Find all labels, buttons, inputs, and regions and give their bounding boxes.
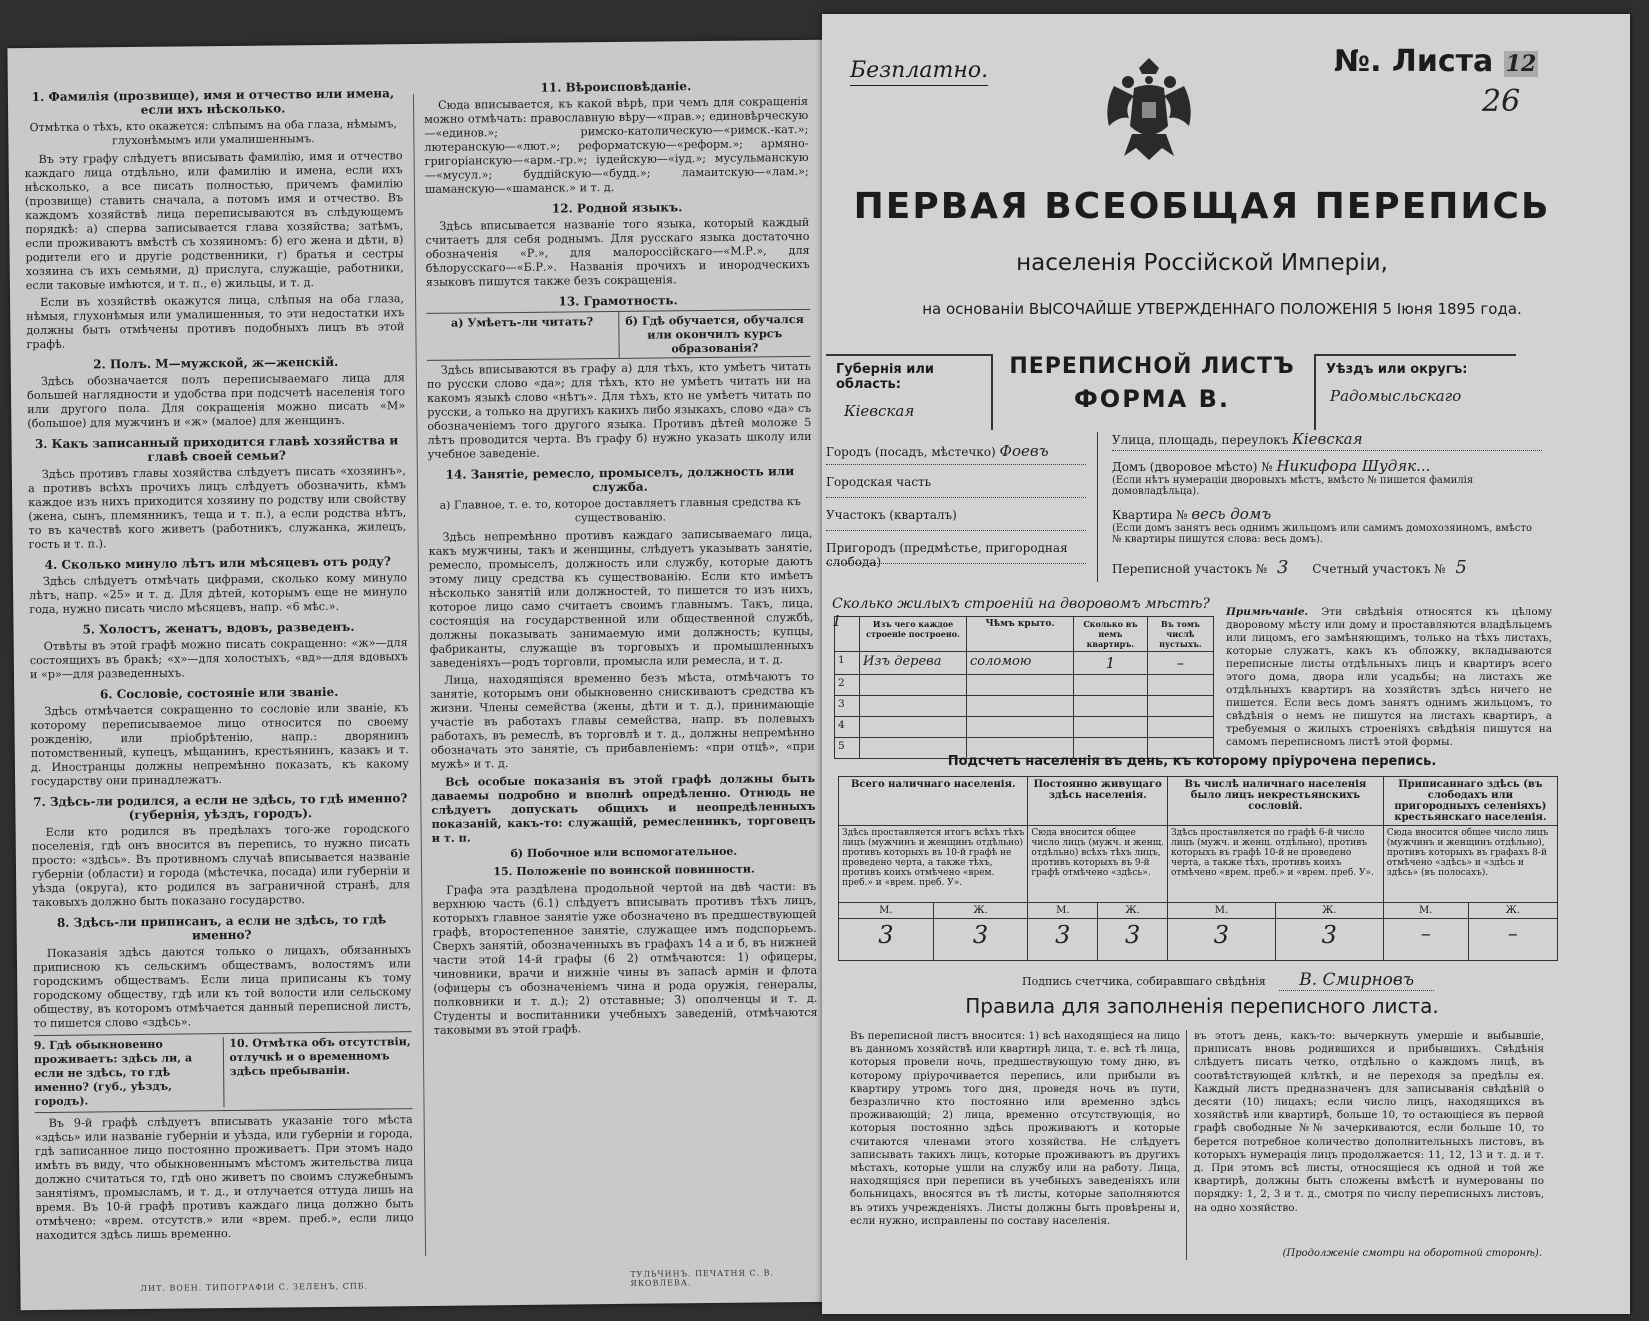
- note-text: Эти свѣдѣнія относятся къ цѣлому дворовому мѣсту или дому и проставляются владѣльцемъ или лицомъ, его замѣняющимъ, только на тѣхъ листахъ, которые служатъ, какъ къ обложку, вкладываются переписные листы отдѣльныхъ лицъ и квартиръ всего этого дома, двора или усадьбы; на листахъ же отдѣльныхъ квартиръ на хозяйствъ здѣсь ничего не пишется. Если весь домъ занятъ однимъ жильцомъ, то свѣдѣнія о немъ не пишутся на листахъ квартиръ, а требуемыя о жилыхъ строеніяхъ свѣдѣнія пишутся на самомъ переписномъ листѣ этой формы.: [1226, 606, 1552, 748]
- section-13b: б) Гдѣ обучается, обучался или окончилъ курсъ образованія?: [625, 311, 804, 356]
- section-1-title: 1. Фамилія (прозвище), имя и отчество или имена, если ихъ нѣсколько.: [31, 86, 395, 117]
- bld-row-number: 4: [835, 717, 860, 738]
- count-permanent-m: 3: [1028, 919, 1098, 961]
- section-5-title: 5. Холостъ, женатъ, вдовъ, разведенъ.: [82, 619, 355, 637]
- apartment-value: весь домъ: [1191, 505, 1272, 523]
- count-permanent-f: 3: [1098, 919, 1168, 961]
- left-column-2: [424, 72, 820, 1256]
- count-peasant-f: –: [1468, 919, 1557, 961]
- right-page: [822, 14, 1630, 1314]
- section-8-title: 8. Здѣсь-ли приписанъ, а если не здѣсь, то гдѣ именно?: [56, 912, 387, 943]
- bld-row-number: 5: [835, 738, 860, 759]
- count-header-noncrest: Въ числѣ наличнаго населенія было лицъ некрестьянскихъ сословій.: [1168, 777, 1384, 826]
- section-4-text: Здѣсь слѣдуетъ отмѣчать цифрами, сколько кому минуло лѣтъ, напр. «25» и т. д. Для дѣтей, которымъ еще не минуло года, нужно писать число мѣсяцевъ, напр. «6 мѣс.».: [29, 571, 408, 617]
- section-8-text: Показанія здѣсь даются только о лицахъ, обязанныхъ приписною къ сельскимъ обществамъ, волостямъ или городскимъ обществамъ. Если лица приписаны къ тому городскому обществу, гдѣ или къ той волости или сельскому обществу, въ которомъ отмѣчается данный переписной листъ, то пишется слово «здѣсь».: [32, 943, 412, 1031]
- bld-header-empty: Въ томъ числѣ пустыхъ.: [1147, 617, 1213, 652]
- section-14-note: Всѣ особые показанія въ этой графѣ должны быть даваемы подробно и вполнѣ опредѣленно. Отнюдь не слѣдуетъ допускать общихъ и неопредѣленныхъ показаній, какъ-то: служащій, ремесленникъ, торговецъ и т. п.: [431, 770, 816, 845]
- count-desc-peasant: Сюда вносится общее число лицъ (мужчинъ и женщинъ отдѣльно), противъ которыхъ въ графахъ 8-й отмѣчено «здѣсь» и «здѣсь и здѣсь» (въ полосахъ).: [1383, 826, 1557, 903]
- note-title: Примѣчаніе.: [1226, 606, 1309, 618]
- district-label: Уѣздъ или округъ:: [1326, 362, 1468, 377]
- street-value: Кіевская: [1292, 430, 1363, 448]
- district-value: Радомысльскаго: [1330, 387, 1462, 405]
- section-12-title: 12. Родной языкъ.: [551, 200, 683, 216]
- address-right: [1112, 430, 1542, 578]
- count-table: [838, 776, 1558, 961]
- buildings-question: Сколько жилыхъ строеній на дворовомъ мѣстѣ?: [832, 596, 1210, 612]
- section-14-title: 14. Занятіе, ремесло, промыселъ, должность или служба.: [445, 464, 795, 495]
- counter-sector-label: Счетный участокъ №: [1312, 562, 1446, 576]
- count-total-f: 3: [933, 919, 1028, 961]
- table-row: [835, 717, 1214, 738]
- note-block: [1226, 606, 1552, 749]
- table-row: [835, 696, 1214, 717]
- count-peasant-m: –: [1383, 919, 1468, 961]
- form-letter: ФОРМА В.: [1073, 385, 1230, 413]
- bld-row-empty: –: [1147, 652, 1213, 675]
- bld-header-material: Изъ чего каждое строеніе построено.: [860, 617, 967, 652]
- section-6-text: Здѣсь отмѣчается сокращенно то сословіе или званіе, къ которому переписываемое лицо относится по своему рожденію, или пріобрѣтенію, напр.: дворянинъ потомственный, купецъ, мѣщанинъ, крестьянинъ, казакъ и т. д. Иностранцы должны непремѣнно показать, къ какому государству они принадлежатъ.: [30, 701, 409, 789]
- section-9-text: Въ 9-й графѣ слѣдуетъ вписывать указаніе того мѣста «здѣсь» или названіе губерніи и уѣзда, или губерніи и города, гдѣ записанное лицо постоянно проживаетъ. При этомъ надо имѣть въ виду, что обыкновеннымъ мѣстомъ жительства лица должно считаться то, гдѣ оно живетъ по своимъ служебнымъ занятіямъ, промысламъ, и т. д., и отлучается оттуда лишь на время. Въ 10-й графѣ противъ каждаго лица должно быть отмѣчено: «врем. отсутств.» или «врем. преб.», если лицо находится здѣсь лишь временно.: [34, 1113, 414, 1243]
- left-column-1: [24, 80, 414, 1264]
- sheet-number-value: 12: [1505, 51, 1537, 77]
- section-7-title: 7. Здѣсь-ли родился, а если не здѣсь, то гдѣ именно? (губернія, уѣздъ, городъ).: [33, 791, 408, 823]
- sheet-number-extra: 26: [1482, 84, 1521, 119]
- section-11-text: Сюда вписывается, къ какой вѣрѣ, при чемъ для сокращенія можно отмѣчать: православную вѣру—«прав.»; единовѣрческую—«единов.»; римско-католическую—«римск.-кат.»; лютеранскую—«лют.»; реформатскую—«реформ.»; армяно-григоріанскую—«арм.-гр.»; іудейскую—«іуд.»; мусульманскую—«мусул.»; буддійскую—«будд.»; ламаитскую—«лам.»; шаманскую—«шаманск.» и т. д.: [424, 94, 809, 196]
- house-label: Домъ (дворовое мѣсто) №: [1112, 460, 1273, 474]
- section-14-text: Здѣсь непремѣнно противъ каждаго записываемаго лица, какъ мужчины, такъ и женщины, слѣдуетъ указывать занятіе, ремесло, промыселъ, должность или службу, которые даютъ этому лицу средства къ существованію. Если кто имѣетъ нѣсколько занятій или должностей, то пишется то изъ нихъ, которое лицо само считаетъ своимъ главнымъ. Такъ, лица, состоящія на государственной или общественной службѣ, должны показывать занимаемую ими должность; купцы, фабриканты, служащіе въ торговыхъ и промышленныхъ заведеніяхъ—родъ торговли, промысла или ремесла, и т. д.: [428, 526, 814, 670]
- rules-continued: (Продолженіе смотри на оборотной сторонѣ).: [1282, 1248, 1542, 1259]
- section-1-note: Отмѣтка о тѣхъ, кто окажется: слѣпымъ на оба глаза, нѣмымъ, глухонѣмымъ или умалишеннымъ.: [29, 117, 397, 148]
- section-14a: а) Главное, т. е. то, которое доставляетъ главныя средства къ существованію.: [439, 495, 801, 525]
- section-10-title: 10. Отмѣтка объ отсутствіи, отлучкѣ и о временномъ здѣсь пребываніи.: [229, 1035, 411, 1079]
- form-title: ПЕРЕПИСНОЙ ЛИСТЪ: [1009, 354, 1295, 379]
- m-label: М.: [1028, 903, 1098, 919]
- column-divider: [413, 94, 426, 1256]
- section-1-text2: Если въ хозяйствѣ окажутся лица, слѣпыя на оба глаза, нѣмыя, глухонѣмыя или умалишенныя, то эти недостатки ихъ должны быть отмѣчены противъ подобныхъ лицъ въ этой графѣ.: [26, 292, 405, 352]
- bld-row-material: Изъ дерева: [860, 652, 967, 675]
- form-header: [1002, 354, 1302, 413]
- f-label: Ж.: [1468, 903, 1557, 919]
- section-14-text2: Лица, находящіяся временно безъ мѣста, отмѣчаютъ то занятіе, которымъ они обыкновенно снискиваютъ средства къ жизни. Члены семейства (жены, дѣти и т. д.), принимающіе участіе въ работахъ главы семейства, напр. въ полевыхъ работахъ, въ ремеслѣ, въ торговлѣ и т. д., должны непремѣнно обозначать это занятіе, съ прибавленіемъ: «при отцѣ», «при мужѣ» и т. д.: [430, 669, 815, 771]
- bld-row-apartments: 1: [1074, 652, 1148, 675]
- buildings-value: 1: [832, 612, 842, 630]
- section-15-text: Графа эта раздѣлена продольной чертой на двѣ части: въ верхнюю часть (6.1) слѣдуетъ вписывать противъ тѣхъ лицъ, которыхъ главное занятіе уже обозначено въ предшествующей графѣ, второстепенное занятіе, служащее имъ подспорьемъ. Сверхъ занятій, обозначенныхъ въ графахъ 14 а и б, въ нижней части этой 14-й графы (6 2) отмѣчаются: 1) офицеры, чиновники, врачи и нижніе чины въ запасѣ армін и флота (офицеры съ обозначеніемъ чина и рода оружія, генералы, полковники и т. д.); 2) отставные; 3) ополченцы и т. д. Студенты и воспитанники учебныхъ заведеній, отмѣчаются таковыми въ этой графѣ.: [432, 879, 818, 1037]
- province-value: Кіевская: [844, 402, 915, 420]
- count-desc-permanent: Сюда вносится общее число лицъ (мужч. и женщ. отдѣльно) всѣхъ тѣхъ лицъ, противъ которыхъ въ 9-й графѣ отмѣчено «здѣсь».: [1028, 826, 1168, 903]
- sector-label: Участокъ (кварталъ): [826, 508, 957, 522]
- bld-row-number: 1: [835, 652, 860, 675]
- suburb-label: Пригородъ (предмѣстье, пригородная слобода): [826, 541, 1068, 569]
- section-7-text: Если кто родился въ предѣлахъ того-же городского поселенія, гдѣ онъ вносится въ перепись, то нужно писать просто: «здѣсь». Въ противномъ случаѣ вписывается названіе губерніи (области) и города (мѣстечка, посада) или губерніи и уѣзда (округа), кто родился въ заграничной странѣ, для таковыхъ должно быть показано государство.: [31, 822, 411, 910]
- apartment-note: (Если домъ занятъ весь однимъ жильцомъ или самимъ домохозяиномъ, вмѣсто № квартиры пишутся слова: весь домъ).: [1112, 523, 1533, 545]
- rules-divider: [1186, 1030, 1187, 1260]
- section-13-title: 13. Грамотность.: [558, 293, 678, 309]
- apartment-label: Квартира №: [1112, 508, 1188, 522]
- section-3-text: Здѣсь противъ главы хозяйства слѣдуетъ писать «хозяинъ», а противъ всѣхъ прочихъ лицъ слѣдуетъ обозначить, кѣмъ каждое изъ нихъ приходится хозяину по родству или свойству (жена, сынъ, племянникъ, теща и т. п.), а если родства нѣтъ, то въ качествѣ кого живетъ (работникъ, служанка, жилецъ, гость и т. п.).: [27, 464, 407, 552]
- bld-row-number: 2: [835, 675, 860, 696]
- house-value: Никифора Шудяк...: [1276, 457, 1431, 475]
- m-label: М.: [1383, 903, 1468, 919]
- eagle-emblem-icon: [1084, 56, 1214, 166]
- sheet-number-label: №. Листа: [1334, 44, 1494, 79]
- section-5-text: Отвѣты въ этой графѣ можно писать сокращенно: «ж»—для состоящихъ въ бракѣ; «х»—для холостыхъ, «вд»—для вдовыхъ и «р»—для разведенныхъ.: [29, 636, 408, 682]
- address-left: [826, 442, 1086, 569]
- left-page: [7, 40, 835, 1310]
- section-13-text: Здѣсь вписываются въ графу а) для тѣхъ, кто умѣетъ читать по русски слово «да»; для тѣхъ, кто не умѣетъ читать ни на какомъ языкѣ слово «нѣтъ». Для тѣхъ, кто не умѣетъ читать по русски, а только на другихъ какихъ либо языкахъ, слово «да» съ обозначеніемъ того другого языка. Противъ дѣтей моложе 5 лѣтъ проводится черта. Въ графу б) нужно указать школу или учебное заведеніе.: [426, 359, 812, 461]
- counter-sector-value: 5: [1455, 557, 1467, 578]
- section-15-title: 15. Положеніе по воинской повинности.: [493, 862, 755, 879]
- rules-left: Въ переписной листъ вносится: 1) всѣ находящіеся на лицо въ данномъ хозяйствѣ или квартирѣ лица, т. е. всѣ тѣ лица, которыя провели ночь, предшествующую тому дню, въ которому пріурочивается перепись, или прибыли въ квартиру утромъ того дня, проведя ночь въ пути, безразлично кто постоянно или временно здѣсь проживающій; 2) лица, временно отсутствующія, но которыя постоянно здѣсь проживаютъ и которые считаются членами этого хозяйства. Не слѣдуетъ записывать такихъ лицъ, которые проживаютъ въ другихъ мѣстахъ, которые ушли на службу или на работу. Лица, находящіяся при переписи въ учебныхъ заведеніяхъ или больницахъ, вносятся въ тѣ листы, которые заполняются въ этихъ учрежденіяхъ. Листы должны быть провѣрены и, если нужно, исправлены по составу населенія.: [850, 1030, 1180, 1227]
- section-4-title: 4. Сколько минуло лѣтъ или мѣсяцевъ отъ роду?: [44, 554, 391, 572]
- census-subtitle: населенія Россійской Имперіи,: [1016, 250, 1388, 276]
- f-label: Ж.: [1275, 903, 1383, 919]
- count-desc-total: Здѣсь проставляется итогъ всѣхъ тѣхъ лицъ (мужчинъ и женщинъ отдѣльно) противъ которыхъ въ 10-й графѣ не проведено черта, а также тѣхъ, противъ коихъ отмѣчено «врем. преб.» и «врем. преб. У».: [839, 826, 1028, 903]
- left-footer-1: ЛИТ. ВОЕН. ТИПОГРАФІИ С. ЗЕЛЕНЪ, СПБ.: [140, 1281, 369, 1293]
- rules-title: Правила для заполненія переписного листа.: [965, 994, 1439, 1018]
- section-2-text: Здѣсь обозначается полъ переписываемаго лица для большей наглядности и удобства при подсчетѣ населенія того или другого пола. Для сокращенія можно писать «М» (большое) для мужчинъ и «ж» (малое) для женщинъ.: [26, 371, 406, 431]
- province-box: [826, 354, 993, 430]
- city-value: Фоевъ: [999, 442, 1049, 460]
- count-noncrest-m: 3: [1168, 919, 1276, 961]
- section-11-title: 11. Вѣроисповѣданіе.: [540, 79, 692, 95]
- m-label: М.: [1168, 903, 1276, 919]
- province-label: Губернія или область:: [836, 362, 935, 392]
- count-title: Подсчетъ населенія въ день, къ которому пріурочена перепись.: [947, 754, 1437, 769]
- district-box: [1314, 354, 1516, 430]
- section-2-title: 2. Полъ. М—мужской, ж—женскій.: [93, 354, 339, 372]
- section-1-text: Въ эту графу слѣдуетъ вписывать фамилію, имя и отчество каждаго лица отдѣльно, или фамилію и имена, если ихъ нѣсколько, а все писать полностью, причемъ фамилію (прозвище) ставить сначала, а потомъ имя и отчество. Въ каждомъ хозяйствѣ лица переписываются въ слѣдующемъ порядкѣ: а) сперва записывается глава хозяйства; затѣмъ, если проживаютъ вмѣстѣ съ хозяиномъ: б) его жена и дѣти, в) родители его и другіе родственники, г) братья и сестры хозяина съ ихъ семьями, д) прислуга, служащіе, работники, если таковые имѣются, и т. п., е) жильцы, и т. д.: [24, 149, 404, 293]
- count-noncrest-f: 3: [1275, 919, 1383, 961]
- section-12-text: Здѣсь вписывается названіе того языка, который каждый считаетъ для себя роднымъ. Для русскаго языка достаточно обозначенія «Р.», для малороссійскаго—«М.Р.», для бѣлорусскаго—«Б.Р.». Названія прочихъ и инородческихъ языковъ пишутся также безъ сокращенія.: [425, 215, 810, 289]
- table-row: [835, 675, 1214, 696]
- signature-value: В. Смирновъ: [1279, 970, 1434, 991]
- count-total-m: 3: [839, 919, 934, 961]
- census-title: ПЕРВАЯ ВСЕОБЩАЯ ПЕРЕПИСЬ: [853, 186, 1551, 227]
- f-label: Ж.: [933, 903, 1028, 919]
- section-6-title: 6. Сословіе, состояніе или званіе.: [99, 684, 339, 702]
- count-header-permanent: Постоянно живущаго здѣсь населенія.: [1028, 777, 1168, 826]
- city-part-label: Городская часть: [826, 475, 932, 489]
- section-14b: б) Побочное или вспомогательное.: [510, 844, 738, 861]
- signature-label: Подпись счетчика, собиравшаго свѣдѣнія: [1022, 975, 1266, 988]
- bld-header-apartments: Сколько въ немъ квартиръ.: [1074, 617, 1148, 652]
- section-13a: а) Умѣетъ-ли читать?: [450, 314, 594, 330]
- section-9-title: 9. Гдѣ обыкновенно проживаетъ: здѣсь ли, а если не здѣсь, то гдѣ именно? (губ., уѣздъ, городъ).: [33, 1037, 193, 1109]
- rules-right: въ этотъ день, какъ-то: вычеркнуть умершіе и выбывшіе, приписать вновь родившихся и прибывшихъ. Свѣдѣнія слѣдуетъ писать четко, отдѣльно о каждомъ лицѣ, въ соотвѣтствующей клѣткѣ, и не переходя за предѣлы ея. Каждый листъ предназначенъ для записыванія свѣдѣній о десяти (10) лицахъ; если число лицъ, находящихся въ хозяйствѣ или квартирѣ, больше 10, то остающіеся въ первой графѣ свободные №№ зачеркиваются, если больше 10, то берется потребное количество дополнительныхъ листовъ, въ которыхъ нумерація лицъ продолжается: 11, 12, 13 и т. д. и т. д. При этомъ всѣ листы, относящіеся къ одной и той же квартирѣ, должны быть сложены вмѣстѣ и нумерованы по порядку: 1, 2, 3 и т. д., смотря по числу переписныхъ листовъ, на одно хозяйство.: [1194, 1030, 1544, 1214]
- census-sector-label: Переписной участокъ №: [1112, 562, 1268, 576]
- bld-header-roof: Чѣмъ крыто.: [967, 617, 1074, 652]
- count-header-peasant: Приписаннаго здѣсь (въ слободахъ или пригородныхъ селеніяхъ) крестьянскаго населенія.: [1383, 777, 1557, 826]
- city-label: Городъ (посадъ, мѣстечко): [826, 445, 996, 459]
- count-desc-noncrest: Здѣсь проставляется по графѣ 6-й число лицъ (мужч. и женщ. отдѣльно), противъ которыхъ въ графѣ 10-й не проведено черта, а также тѣхъ, противъ коихъ отмѣчено «врем. преб.» и «врем. преб. У».: [1168, 826, 1384, 903]
- section-3-title: 3. Какъ записанный приходится главѣ хозяйства и главѣ своей семьи?: [34, 433, 399, 464]
- bld-row-roof: соломою: [967, 652, 1074, 675]
- left-footer-2: ТУЛЬЧИНЪ. ПЕЧАТНЯ С. В. ЯКОВЛЕВА.: [630, 1268, 775, 1288]
- m-label: М.: [839, 903, 934, 919]
- census-basis: на основаніи ВЫСОЧАЙШЕ УТВЕРЖДЕННАГО ПОЛОЖЕНІЯ 5 Іюня 1895 года.: [922, 300, 1522, 318]
- address-divider: [1097, 432, 1098, 582]
- table-row: [835, 652, 1214, 675]
- bld-row-number: 3: [835, 696, 860, 717]
- signature-row: [1022, 970, 1542, 990]
- buildings-table: [834, 616, 1214, 759]
- house-note: (Если нѣтъ нумераціи дворовыхъ мѣстъ, вмѣсто № пишется фамилія домовладѣльца).: [1112, 475, 1474, 497]
- f-label: Ж.: [1098, 903, 1168, 919]
- count-header-total: Всего наличнаго населенія.: [839, 777, 1028, 826]
- street-label: Улица, площадь, переулокъ: [1112, 433, 1289, 447]
- free-label: Безплатно.: [850, 58, 988, 86]
- census-sector-value: 3: [1276, 557, 1289, 578]
